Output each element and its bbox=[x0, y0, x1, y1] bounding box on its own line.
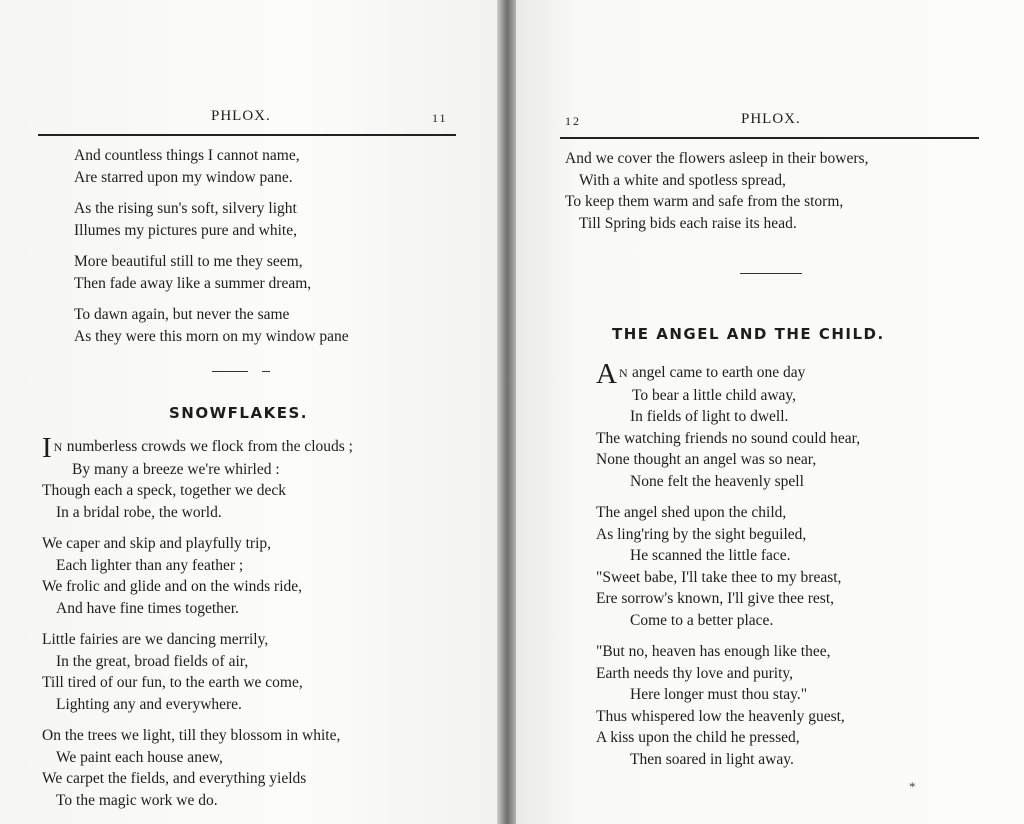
stanza bbox=[596, 502, 976, 631]
poem-line: Come to a better place. bbox=[630, 611, 774, 629]
stanza bbox=[42, 725, 462, 811]
poem-line: And we cover the flowers asleep in their bowers, bbox=[565, 150, 869, 167]
poem-line: Each lighter than any feather ; bbox=[56, 556, 244, 574]
poem-line: And countless things I cannot name, bbox=[74, 147, 300, 164]
poem-line: A N angel came to earth one day bbox=[596, 358, 806, 390]
poem-line: To bear a little child away, bbox=[632, 386, 797, 404]
poem-title-snowflakes: SNOWFLAKES. bbox=[169, 404, 308, 422]
poem-line: A kiss upon the child he pressed, bbox=[596, 729, 800, 746]
poem-angel-and-child bbox=[596, 358, 976, 780]
poem-line: Though each a speck, together we deck bbox=[42, 482, 287, 499]
poem-line: We paint each house anew, bbox=[56, 748, 223, 766]
right-running-head: PHLOX. bbox=[741, 111, 801, 127]
poem-line: In fields of light to dwell. bbox=[630, 408, 789, 425]
poem-line: He scanned the little face. bbox=[630, 547, 791, 564]
poem-line: Then soared in light away. bbox=[630, 750, 794, 768]
stanza bbox=[596, 641, 976, 770]
poem-line: None felt the heavenly spell bbox=[630, 472, 804, 490]
poem-line: Are starred upon my window pane. bbox=[74, 168, 293, 186]
stanza bbox=[42, 629, 462, 715]
poem-line: Illumes my pictures pure and white, bbox=[74, 221, 297, 239]
poem-line: And have fine times together. bbox=[56, 599, 239, 617]
poem-line: Earth needs thy love and purity, bbox=[596, 664, 793, 682]
poem-line: As ling'ring by the sight beguiled, bbox=[596, 525, 807, 543]
poem-line: Lighting any and everywhere. bbox=[56, 695, 242, 713]
poem-title-angel: THE ANGEL AND THE CHILD. bbox=[612, 325, 885, 343]
poem-line: Little fairies are we dancing merrily, bbox=[42, 631, 269, 648]
right-page-number: 12 bbox=[565, 114, 581, 128]
poem-line: We caper and skip and playfully trip, bbox=[42, 535, 272, 552]
right-header-rule bbox=[560, 137, 979, 139]
stanza bbox=[42, 533, 462, 619]
left-poem-ending bbox=[74, 145, 349, 357]
poem-line: To dawn again, but never the same bbox=[74, 306, 290, 323]
poem-line: By many a breeze we're whirled : bbox=[72, 460, 280, 478]
book-gutter bbox=[497, 0, 516, 824]
stanza bbox=[596, 358, 976, 492]
poem-line: To the magic work we do. bbox=[56, 791, 218, 809]
poem-line: None thought an angel was so near, bbox=[596, 451, 817, 468]
poem-line: The angel shed upon the child, bbox=[596, 504, 787, 521]
poem-line: With a white and spotless spread, bbox=[579, 171, 786, 189]
stanza bbox=[74, 198, 349, 241]
drop-cap: I bbox=[42, 432, 52, 464]
ornament-star-icon: * bbox=[909, 779, 916, 794]
section-separator bbox=[740, 273, 802, 274]
stanza bbox=[74, 304, 349, 347]
poem-line: Then fade away like a summer dream, bbox=[74, 274, 312, 292]
poem-line: Till tired of our fun, to the earth we come, bbox=[42, 674, 303, 691]
poem-line: Ere sorrow's known, I'll give thee rest, bbox=[596, 590, 835, 607]
poem-line: As the rising sun's soft, silvery light bbox=[74, 200, 297, 217]
poem-line: Till Spring bids each raise its head. bbox=[579, 214, 797, 232]
stanza bbox=[74, 145, 349, 188]
poem-line: As they were this morn on my window pane bbox=[74, 327, 349, 345]
poem-line: Thus whispered low the heavenly guest, bbox=[596, 707, 845, 725]
poem-snowflakes bbox=[42, 432, 462, 821]
poem-line: In the great, broad fields of air, bbox=[56, 652, 249, 670]
poem-line: I N numberless crowds we flock from the clouds ; bbox=[42, 432, 353, 464]
left-running-head: PHLOX. bbox=[211, 108, 271, 124]
poem-line: "But no, heaven has enough like thee, bbox=[596, 643, 831, 660]
drop-cap: A bbox=[596, 358, 617, 390]
poem-line: "Sweet babe, I'll take thee to my breast, bbox=[596, 568, 842, 586]
left-header-rule bbox=[38, 134, 456, 136]
stanza bbox=[42, 432, 462, 523]
poem-line: To keep them warm and safe from the storm, bbox=[565, 193, 844, 210]
stanza bbox=[74, 251, 349, 294]
poem-line: We frolic and glide and on the winds ride, bbox=[42, 578, 303, 595]
section-separator bbox=[262, 371, 270, 372]
poem-line: The watching friends no sound could hear, bbox=[596, 429, 861, 447]
poem-line: We carpet the fields, and everything yields bbox=[42, 770, 307, 787]
right-poem-ending bbox=[565, 148, 868, 234]
poem-line: On the trees we light, till they blossom in white, bbox=[42, 727, 341, 744]
poem-line: In a bridal robe, the world. bbox=[56, 503, 222, 521]
left-page-number: 11 bbox=[432, 111, 448, 125]
section-separator bbox=[212, 371, 248, 372]
poem-line: Here longer must thou stay." bbox=[630, 686, 808, 703]
poem-line: More beautiful still to me they seem, bbox=[74, 253, 303, 270]
